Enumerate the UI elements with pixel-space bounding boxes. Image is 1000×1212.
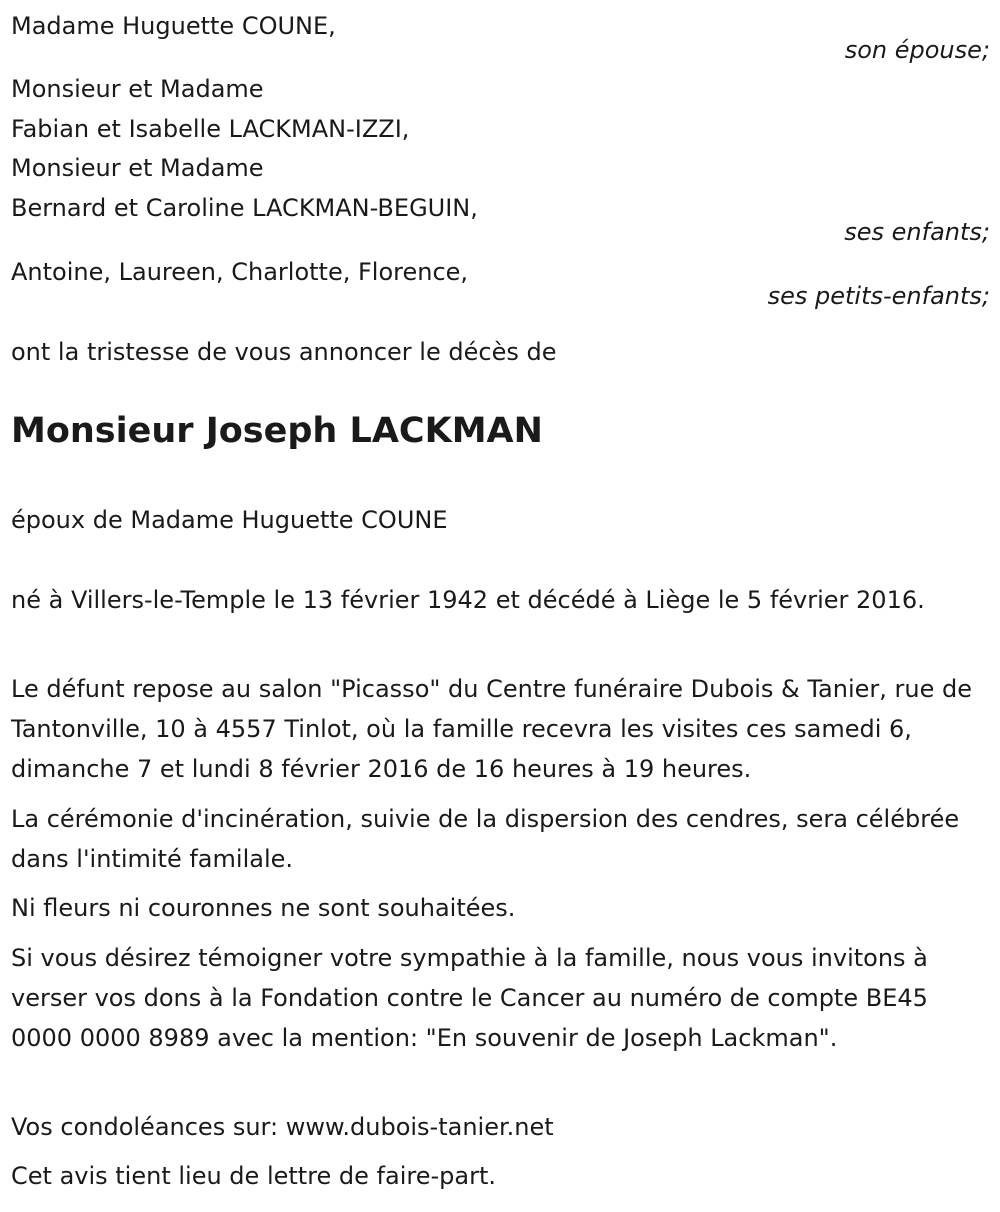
children-role: ses enfants; [844, 218, 990, 246]
grandchildren-names: Antoine, Laureen, Charlotte, Florence, [11, 258, 469, 286]
deceased-spouse-line: époux de Madame Huguette COUNE [11, 506, 448, 534]
grandchildren-role: ses petits-enfants; [767, 282, 990, 310]
donations-paragraph: Si vous désirez témoigner votre sympathie à la famille, nous vous invitons à verser vos dons à la Fondation contre le Cancer au numéro de compte BE45 0000 0000 8989 avec la mention: "En souvenir de Joseph Lackman". [11, 944, 928, 1052]
birth-death-paragraph: né à Villers-le-Temple le 13 février 1942 et décédé à Liège le 5 février 2016. [11, 586, 925, 614]
spouse-name: Madame Huguette COUNE, [11, 12, 336, 40]
children-line-3: Monsieur et Madame [11, 154, 264, 182]
visitation-paragraph: Le défunt repose au salon "Picasso" du Centre funéraire Dubois & Tanier, rue de Tantonville, 10 à 4557 Tinlot, où la famille recevra les visites ces samedi 6, dimanche 7 et lundi 8 février 2016 de 16 heures à 19 heures. [11, 675, 972, 783]
deceased-name: Monsieur Joseph LACKMAN [11, 411, 543, 451]
children-line-2: Fabian et Isabelle LACKMAN-IZZI, [11, 115, 410, 143]
condolences-paragraph: Vos condoléances sur: www.dubois-tanier.net [11, 1113, 554, 1141]
flowers-paragraph: Ni fleurs ni couronnes ne sont souhaitées. [11, 894, 516, 922]
spouse-role: son épouse; [844, 36, 990, 64]
ceremony-paragraph: La cérémonie d'incinération, suivie de la dispersion des cendres, sera célébrée dans l'intimité familale. [11, 805, 960, 873]
children-line-1: Monsieur et Madame [11, 75, 264, 103]
children-line-4: Bernard et Caroline LACKMAN-BEGUIN, [11, 194, 478, 222]
closing-paragraph: Cet avis tient lieu de lettre de faire-part. [11, 1162, 496, 1190]
announcement-text: ont la tristesse de vous annoncer le décès de [11, 338, 557, 366]
